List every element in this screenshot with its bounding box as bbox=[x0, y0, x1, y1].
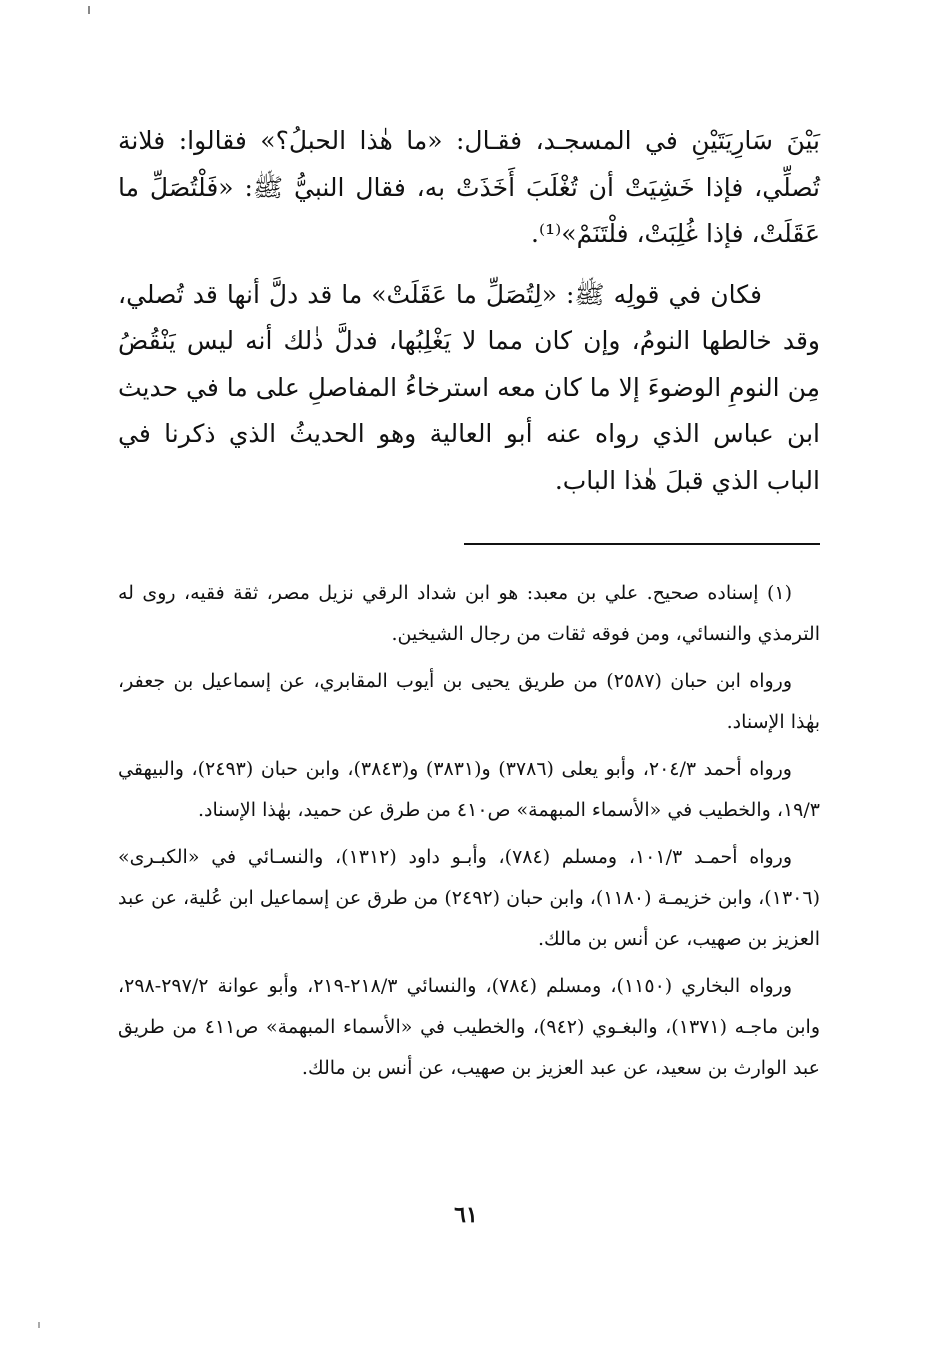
scan-mark-bottom bbox=[38, 1322, 40, 1328]
footnote-divider bbox=[464, 543, 820, 545]
main-text bbox=[118, 118, 820, 504]
footnote-paragraph: ورواه ابن حبان (٢٥٨٧) من طريق يحيى بن أيوب المقابري، عن إسماعيل بن جعفر، بهٰذا الإسناد. bbox=[118, 670, 820, 733]
main-paragraph: بَيْنَ سَارِيَتَيْنِ في المسجـد، فقـال: «ما هٰذا الحبلُ؟» فقالوا: فلانة تُصلِّي، فإذا خَشِيَتْ أن تُغْلَبَ أَخَذَتْ به، فقال النبيُّ ﷺ: «فَلْتُصَلِّ ما عَقَلَتْ، فإذا غُلِبَتْ، فلْتَنَمْ»⁽¹⁾. bbox=[118, 126, 820, 248]
footnote-paragraph: ورواه البخاري (١١٥٠)، ومسلم (٧٨٤)، والنسائي ٢١٨/٣-٢١٩، وأبو عوانة ٢٩٧/٢-٢٩٨، وابن ماجـه (١٣٧١)، والبغـوي (٩٤٢)، والخطيب في «الأسماء المبهمة» ص٤١١ من طريق عبد الوارث بن سعيد، عن عبد العزيز بن صهيب، عن أنس بن مالك. bbox=[118, 975, 820, 1079]
footnote-paragraph: (١) إسناده صحيح. علي بن معبد: هو ابن شداد الرقي نزيل مصر، ثقة فقيه، روى له الترمذي والنسائي، ومن فوقه ثقات من رجال الشيخين. bbox=[118, 582, 820, 645]
footnote-paragraph: ورواه أحمد ٢٠٤/٣، وأبو يعلى (٣٧٨٦) و(٣٨٣١) و(٣٨٤٣)، وابن حبان (٢٤٩٣)، والبيهقي ١٩/٣، والخطيب في «الأسماء المبهمة» ص٤١٠ من طرق عن حميد، بهٰذا الإسناد. bbox=[118, 758, 820, 821]
page-number: ٦١ bbox=[454, 1202, 478, 1228]
main-paragraph: فكان في قولِه ﷺ: «لِتُصَلِّ ما عَقَلَتْ» ما قد دلَّ أنها قد تُصلي، وقد خالطها النومُ، وإن كان مما لا يَغْلِبُها، فدلَّ ذٰلك أنه ليس يَنْقُضُ مِن النومِ الوضوءَ إلا ما كان معه استرخاءُ المفاصلِ على ما في حديث ابن عباس الذي رواه عنه أبو العالية وهو الحديثُ الذي ذكرنا في الباب الذي قبلَ هٰذا الباب. bbox=[117, 279, 820, 495]
footnote-paragraph: ورواه أحمـد ١٠١/٣، ومسلم (٧٨٤)، وأبـو داود (١٣١٢)، والنسـائي في «الكبـرى» (١٣٠٦)، وابن خزيمـة (١١٨٠)، وابن حبان (٢٤٩٢) من طرق عن إسماعيل ابن عُلية، عن عبد العزيز بن صهيب، عن أنس بن مالك. bbox=[118, 846, 820, 950]
footnotes bbox=[118, 573, 820, 1095]
scan-mark-top bbox=[88, 6, 90, 14]
